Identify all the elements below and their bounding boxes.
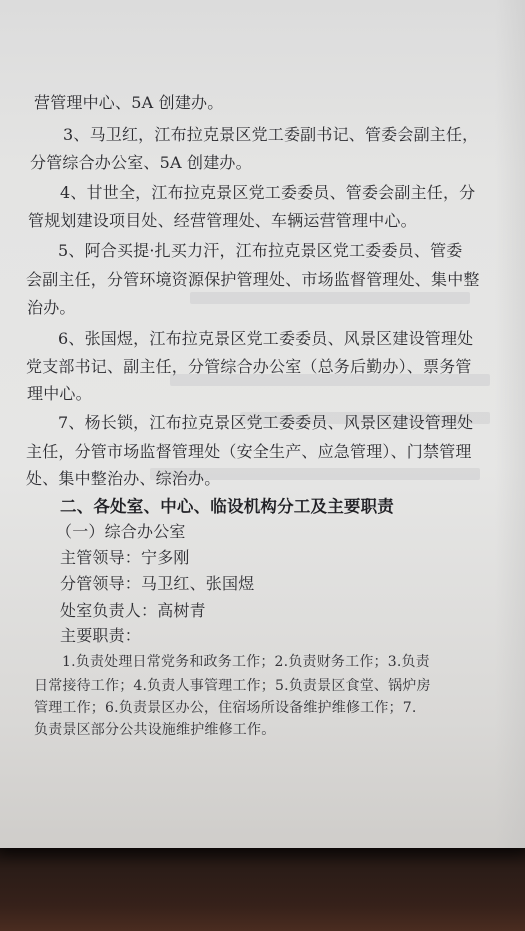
page-edge-shadow [0,848,525,868]
paragraph-line-11: 理中心。 [27,384,92,403]
field-office-head: 处室负责人：高树青 [60,601,206,620]
duties-line-2: 日常接待工作；4.负责人事管理工作；5.负责景区食堂、锅炉房 [34,678,431,694]
duties-line-3: 管理工作；6.负责景区办公，住宿场所设备维护维修工作；7. [34,700,417,716]
duties-line-1: 1.负责处理日常党务和政务工作；2.负责财务工作；3.负责 [62,654,430,670]
paragraph-line-4: 4、甘世全，江布拉克景区党工委委员、管委会副主任，分 [60,183,476,202]
subsection-heading: （一）综合办公室 [56,522,186,541]
paragraph-line-5: 管规划建设项目处、经营管理处、车辆运营管理中心。 [28,211,417,230]
paragraph-line-10: 党支部书记、副主任，分管综合办公室（总务后勤办）、票务管 [26,357,472,376]
paragraph-line-9: 6、张国煜，江布拉克景区党工委委员、风景区建设管理处 [58,329,474,348]
paragraph-line-6: 5、阿合买提·扎买力汗，江布拉克景区党工委委员、管委 [58,241,463,260]
paragraph-line-2: 3、马卫红，江布拉克景区党工委副书记、管委会副主任， [63,125,479,144]
paragraph-line-12: 7、杨长锁，江布拉克景区党工委委员、风景区建设管理处 [58,413,474,432]
paragraph-line-3: 分管综合办公室、5A 创建办。 [30,153,252,172]
duties-line-4: 负责景区部分公共设施维护维修工作。 [34,722,276,738]
field-main-duties: 主要职责： [60,626,142,645]
paragraph-line-13: 主任，分管市场监督管理处（安全生产、应急管理）、门禁管理 [26,442,472,461]
section-heading: 二、各处室、中心、临设机构分工及主要职责 [60,497,394,516]
table-surface [0,868,525,931]
paragraph-line-7: 会副主任，分管环境资源保护管理处、市场监督管理处、集中整 [26,270,480,289]
field-supervising-leader: 主管领导：宁多刚 [60,548,190,567]
paragraph-line-8: 治办。 [27,298,76,317]
paragraph-line-14: 处、集中整治办、综治办。 [26,469,221,488]
field-assigned-leaders: 分管领导：马卫红、张国煜 [60,574,255,593]
paragraph-line-1: 营管理中心、5A 创建办。 [34,93,224,112]
